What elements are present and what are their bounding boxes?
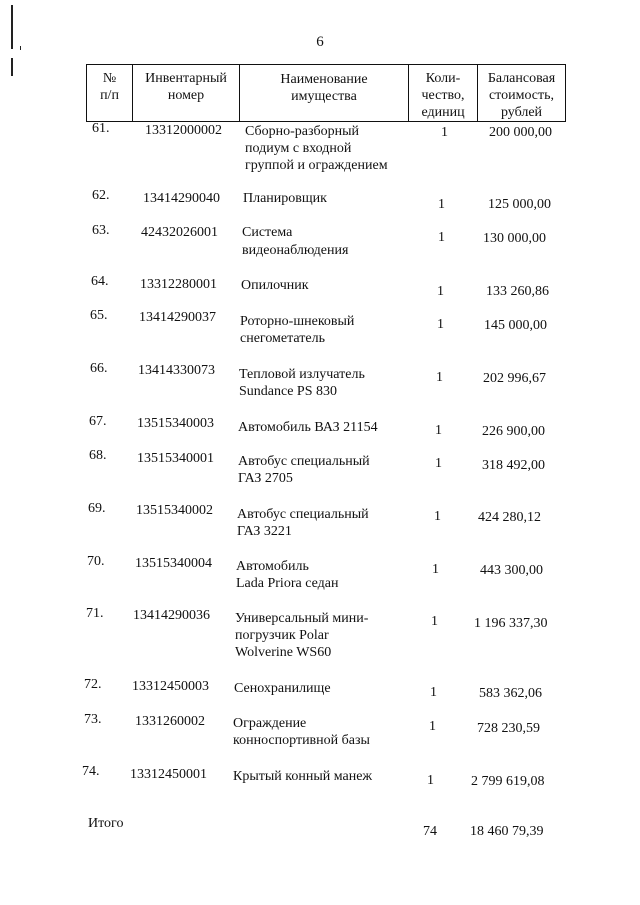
item-quantity: 1	[437, 317, 444, 332]
item-name: Тепловой излучатель	[239, 367, 365, 382]
item-quantity: 1	[429, 719, 436, 734]
item-name: Система	[242, 225, 293, 240]
row-number: 70.	[87, 554, 105, 569]
item-name: Sundance PS 830	[239, 384, 337, 399]
item-value: 443 300,00	[480, 563, 543, 578]
item-name: Опилочник	[241, 278, 309, 293]
item-value: 728 230,59	[477, 721, 540, 736]
item-value: 125 000,00	[488, 197, 551, 212]
item-name: Ограждение	[233, 716, 307, 731]
inventory-number: 13312450003	[132, 679, 209, 694]
item-quantity: 1	[431, 614, 438, 629]
inventory-number: 13414330073	[138, 363, 215, 378]
item-value: 130 000,00	[483, 231, 546, 246]
row-number: 69.	[88, 501, 106, 516]
item-quantity: 1	[432, 562, 439, 577]
item-value: 200 000,00	[489, 125, 552, 140]
row-number: 68.	[89, 448, 107, 463]
row-number: 63.	[92, 223, 110, 238]
header-cell-value	[477, 64, 566, 122]
item-value: 318 492,00	[482, 458, 545, 473]
header-text: Наименование	[280, 72, 368, 87]
item-quantity: 1	[434, 509, 441, 524]
item-quantity: 1	[438, 197, 445, 212]
inventory-number: 13414290036	[133, 608, 210, 623]
header-text: рублей	[500, 105, 543, 120]
row-number: 62.	[92, 188, 110, 203]
header-cell-name	[239, 64, 409, 122]
row-number: 61.	[92, 121, 110, 136]
item-value: 226 900,00	[482, 424, 545, 439]
item-value: 1 196 337,30	[474, 616, 548, 631]
inventory-number: 13515340001	[137, 451, 214, 466]
inventory-number: 1331260002	[135, 714, 205, 729]
row-number: 64.	[91, 274, 109, 289]
row-number: 67.	[89, 414, 107, 429]
header-text: имущества	[291, 89, 357, 104]
item-name: погрузчик Polar	[235, 628, 329, 643]
header-cell-inventory	[132, 64, 240, 122]
row-number: 65.	[90, 308, 108, 323]
item-name: Универсальный мини-	[235, 611, 369, 626]
header-text: единиц	[421, 105, 465, 120]
item-name: Сборно-разборный	[245, 124, 360, 139]
item-name: видеонаблюдения	[242, 243, 349, 258]
header-text: номер	[167, 88, 205, 103]
scan-mark	[11, 58, 13, 76]
item-name: Крытый конный манеж	[233, 769, 373, 784]
inventory-number: 42432026001	[141, 225, 218, 240]
row-number: 74.	[82, 764, 100, 779]
item-quantity: 1	[435, 456, 442, 471]
item-name: Планировщик	[243, 191, 327, 206]
item-name: Роторно-шнековый	[240, 314, 355, 329]
item-value: 2 799 619,08	[471, 774, 545, 789]
item-name: снегометатель	[240, 331, 325, 346]
row-number: 71.	[86, 606, 104, 621]
inventory-number: 13312280001	[140, 277, 217, 292]
item-name: Автомобиль ВАЗ 21154	[238, 420, 378, 435]
inventory-number: 13414290040	[143, 191, 220, 206]
item-quantity: 1	[435, 423, 442, 438]
item-name: подиум с входной	[245, 141, 352, 156]
inventory-number: 13515340003	[137, 416, 214, 431]
item-quantity: 1	[441, 125, 448, 140]
row-number: 73.	[84, 712, 102, 727]
inventory-number: 13414290037	[139, 310, 216, 325]
item-name: ГАЗ 2705	[238, 471, 293, 486]
total-label: Итого	[88, 816, 124, 831]
item-quantity: 1	[437, 284, 444, 299]
item-quantity: 1	[438, 230, 445, 245]
item-name: Автобус специальный	[237, 507, 369, 522]
page-number: 6	[316, 34, 324, 50]
item-value: 145 000,00	[484, 318, 547, 333]
item-name: Автомобиль	[236, 559, 309, 574]
item-value: 133 260,86	[486, 284, 549, 299]
item-name: Wolverine WS60	[235, 645, 332, 660]
item-name: Сенохранилище	[234, 681, 331, 696]
item-name: Lada Priora седан	[236, 576, 339, 591]
total-value: 18 460 79,39	[470, 824, 544, 839]
row-number: 72.	[84, 677, 102, 692]
header-text: чество,	[421, 88, 465, 103]
header-text: №	[102, 71, 117, 86]
item-quantity: 1	[436, 370, 443, 385]
item-quantity: 1	[427, 773, 434, 788]
inventory-number: 13312000002	[145, 123, 222, 138]
item-value: 583 362,06	[479, 686, 542, 701]
header-text: п/п	[100, 88, 119, 103]
total-quantity: 74	[423, 824, 437, 839]
item-name: Автобус специальный	[238, 454, 370, 469]
item-name: конноспортивной базы	[233, 733, 370, 748]
inventory-number: 13515340002	[136, 503, 213, 518]
header-text: Инвентарный	[145, 71, 227, 86]
item-value: 202 996,67	[483, 371, 546, 386]
item-name: ГАЗ 3221	[237, 524, 292, 539]
inventory-number: 13312450001	[130, 767, 207, 782]
header-cell-number	[86, 64, 133, 122]
header-text: Коли-	[425, 71, 461, 86]
row-number: 66.	[90, 361, 108, 376]
item-quantity: 1	[430, 685, 437, 700]
item-name: группой и ограждением	[245, 158, 388, 173]
header-cell-quantity	[408, 64, 478, 122]
item-value: 424 280,12	[478, 510, 541, 525]
inventory-number: 13515340004	[135, 556, 212, 571]
header-text: Балансовая	[487, 71, 556, 86]
header-text: стоимость,	[488, 88, 555, 103]
